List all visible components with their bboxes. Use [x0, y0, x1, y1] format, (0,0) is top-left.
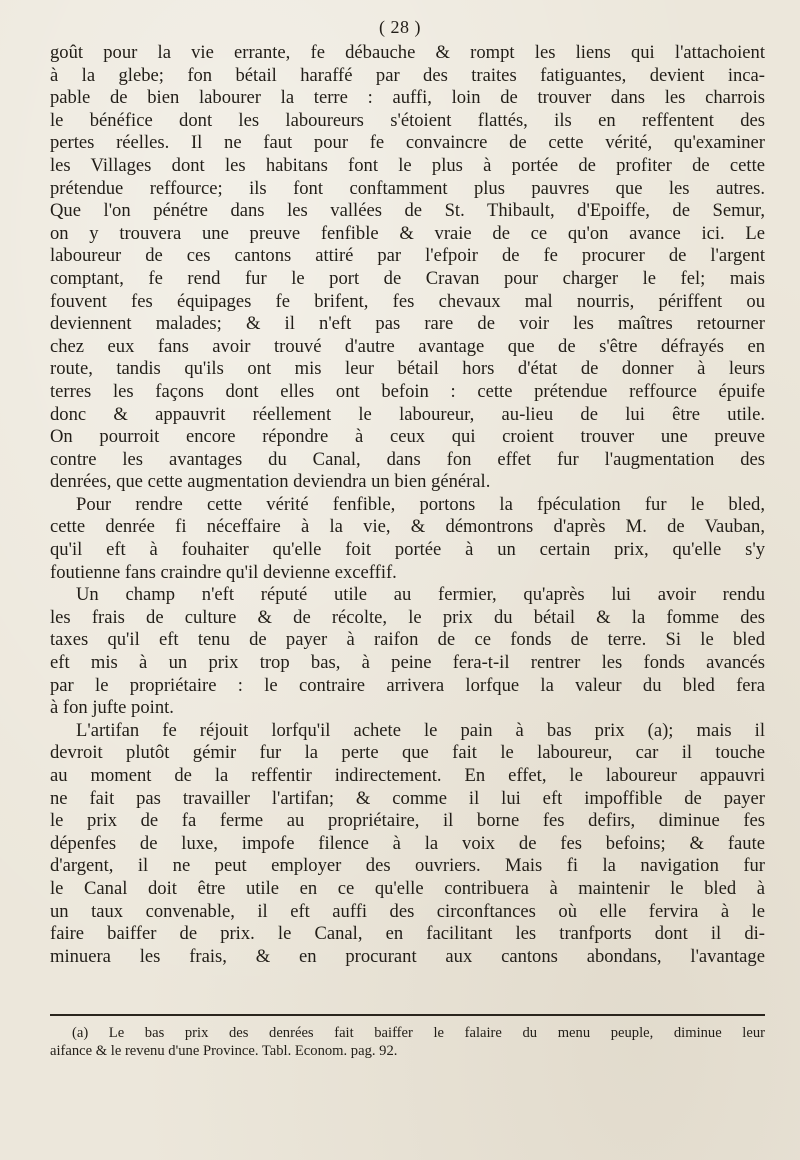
text-line: le Canal doit être utile en ce qu'elle contribuera à maintenir le bled à — [50, 877, 765, 899]
text-line: le prix de fa ferme au propriétaire, il borne fes defirs, diminue fes — [50, 810, 765, 832]
text-line: le bénéfice dont les laboureurs s'étoient flattés, ils en reffentent des — [50, 109, 765, 131]
text-line: pable de bien labourer la terre : auffi, loin de trouver dans les charrois — [50, 87, 765, 109]
text-line: route, tandis qu'ils ont mis leur bétail hors d'état de donner à leurs — [50, 358, 765, 380]
text-line: contre les avantages du Canal, dans fon effet fur l'augmentation des — [50, 448, 765, 470]
text-line: goût pour la vie errante, fe débauche & rompt les liens qui l'attachoient — [50, 42, 765, 63]
text-line: On pourroit encore répondre à ceux qui croient trouver une preuve — [50, 426, 765, 448]
text-line: par le propriétaire : le contraire arrivera lorfque la valeur du bled fera — [50, 674, 765, 696]
text-line: deviennent malades; & il n'eft pas rare de voir les maîtres retourner — [50, 313, 765, 335]
text-line: à la glebe; fon bétail haraffé par des traites fatiguantes, devient inca- — [50, 64, 765, 86]
footnote-line: aifance & le revenu d'une Province. Tabl. Econom. pag. 92. — [50, 1043, 398, 1059]
text-line: Un champ n'eft réputé utile au fermier, qu'après lui avoir rendu — [76, 584, 765, 606]
text-line: qu'il eft à fouhaiter qu'elle foit portée à un certain prix, qu'elle s'y — [50, 539, 765, 561]
text-line: à fon jufte point. — [50, 697, 174, 719]
text-line: pertes réelles. Il ne faut pour fe convaincre de cette vérité, qu'examiner — [50, 132, 765, 154]
footnote-line: (a) Le bas prix des denrées fait baiffer le falaire du menu peuple, diminue leur — [72, 1025, 765, 1041]
text-line: on y trouvera une preuve fenfible & vraie de ce qu'on avance ici. Le — [50, 222, 765, 244]
text-line: dépenfes de luxe, impofe filence à la voix de fes befoins; & faute — [50, 832, 765, 854]
text-line: au moment de la reffentir indirectement. En effet, le laboureur appauvri — [50, 765, 765, 786]
body-text — [50, 42, 765, 968]
page-number: ( 28 ) — [379, 17, 421, 37]
text-line: fouvent fes équipages fe brifent, fes chevaux mal nourris, périffent ou — [50, 290, 765, 312]
text-line: cette denrée fi néceffaire à la vie, & démontrons d'après M. de Vauban, — [50, 516, 765, 538]
text-line: prétendue reffource; ils font conftamment plus pauvres que les autres. — [50, 177, 765, 199]
text-line: L'artifan fe réjouit lorfqu'il achete le pain à bas prix (a); mais il — [76, 719, 765, 741]
text-line: d'argent, il ne peut employer des ouvriers. Mais fi la navigation fur — [50, 855, 765, 877]
text-line: les frais de culture & de récolte, le prix du bétail & la fomme des — [50, 606, 765, 628]
text-line: faire baiffer de prix. le Canal, en facilitant les tranfports dont il di- — [50, 923, 765, 945]
text-line: un taux convenable, il eft auffi des circonftances où elle fervira à le — [50, 900, 765, 922]
text-line: Pour rendre cette vérité fenfible, portons la fpéculation fur le bled, — [76, 493, 765, 515]
text-line: les Villages dont les habitans font le plus à portée de profiter de cette — [50, 154, 765, 176]
text-line: Que l'on pénétre dans les vallées de St. Thibault, d'Epoiffe, de Semur, — [50, 200, 765, 222]
text-line: comptant, fe rend fur le port de Cravan pour charger le fel; mais — [50, 267, 765, 289]
text-line: minuera les frais, & en procurant aux cantons abondans, l'avantage — [50, 945, 765, 967]
text-line: terres les façons dont elles ont befoin : cette prétendue reffource épuife — [50, 380, 765, 402]
footnote-divider — [50, 1014, 765, 1016]
text-line: eft mis à un prix trop bas, à peine fera-t-il rentrer les fonds avancés — [50, 652, 765, 674]
text-line: foutienne fans craindre qu'il devienne exceffif. — [50, 561, 397, 583]
footnote — [50, 1024, 765, 1060]
text-line: donc & appauvrit réellement le laboureur, au-lieu de lui être utile. — [50, 403, 765, 425]
text-line: chez eux fans avoir trouvé d'autre avantage que de s'être défrayés en — [50, 335, 765, 357]
text-line: devroit plutôt gémir fur la perte que fait le laboureur, car il touche — [50, 742, 765, 764]
text-line: laboureur de ces cantons attiré par l'efpoir de fe procurer de l'argent — [50, 245, 765, 267]
text-line: ne fait pas travailler l'artifan; & comme il lui eft impoffible de payer — [50, 787, 765, 809]
text-line: taxes qu'il eft tenu de payer à raifon de ce fonds de terre. Si le bled — [50, 629, 765, 651]
text-line: denrées, que cette augmentation deviendra un bien général. — [50, 471, 491, 493]
